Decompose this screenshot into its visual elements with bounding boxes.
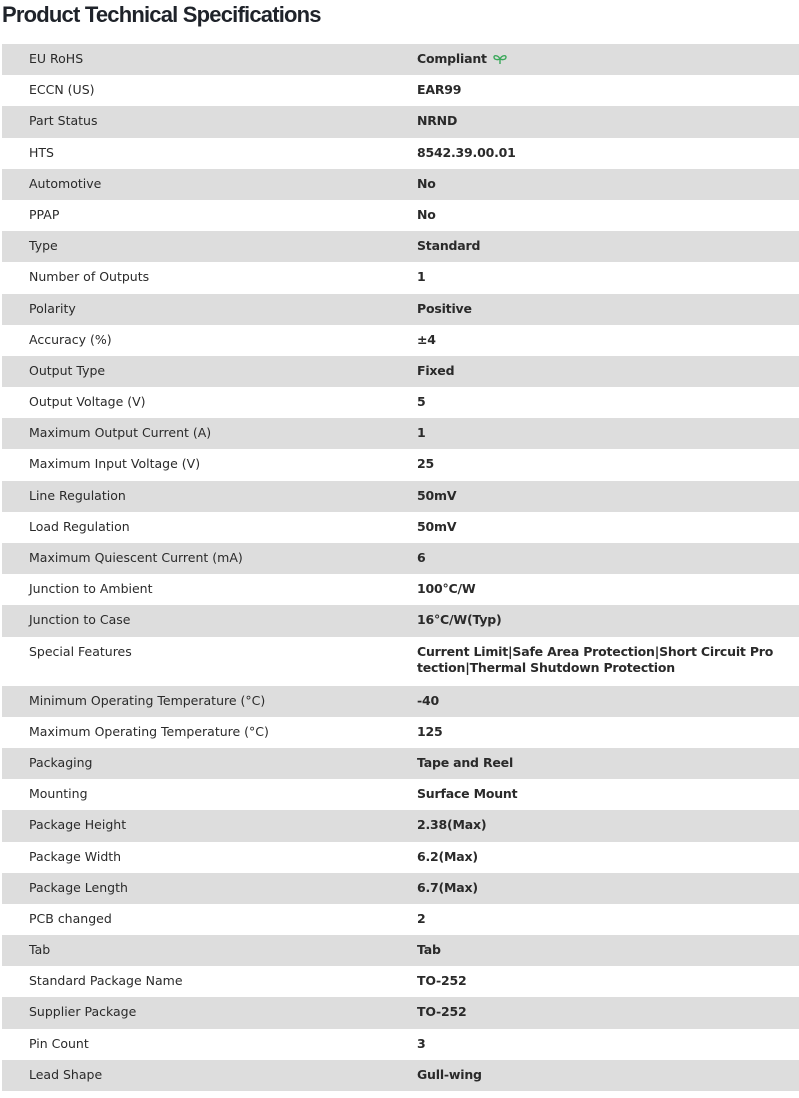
spec-label: HTS: [29, 144, 54, 160]
spec-row: [2, 779, 799, 810]
spec-label: Line Regulation: [29, 487, 126, 503]
spec-row: [2, 935, 799, 966]
spec-row: [2, 512, 799, 543]
spec-value: [417, 325, 799, 348]
spec-value: [417, 1060, 799, 1083]
spec-value-text: No: [417, 206, 436, 222]
spec-value-text: Tab: [417, 942, 441, 958]
spec-value: [417, 873, 799, 896]
spec-value-text: NRND: [417, 113, 458, 129]
spec-label: Packaging: [29, 754, 93, 770]
spec-row: [2, 873, 799, 904]
spec-value-text: 16°C/W(Typ): [417, 612, 502, 628]
spec-value-text: 6: [417, 550, 426, 565]
spec-value: [417, 169, 799, 192]
spec-row: [2, 262, 799, 293]
spec-value-text: 25: [417, 456, 434, 472]
spec-value: [417, 748, 799, 771]
spec-value: [417, 543, 799, 566]
spec-label: Type: [29, 238, 58, 254]
spec-label: Maximum Input Voltage (V): [29, 456, 201, 472]
spec-value: [417, 75, 799, 98]
spec-row: [2, 387, 799, 418]
spec-row: [2, 997, 799, 1028]
spec-value-text: ±4: [417, 331, 436, 347]
leaf-icon: [493, 53, 507, 69]
spec-value: [417, 481, 799, 504]
spec-row: [2, 325, 799, 356]
spec-value: [417, 262, 799, 285]
spec-row: [2, 810, 799, 841]
spec-row: [2, 1029, 799, 1060]
spec-label: Maximum Operating Temperature (°C): [29, 723, 269, 739]
spec-row: [2, 748, 799, 779]
spec-row: [2, 904, 799, 935]
spec-label: EU RoHS: [29, 51, 84, 66]
spec-value: [417, 449, 799, 472]
spec-label: PCB changed: [29, 910, 112, 926]
spec-value-text: 50mV: [417, 487, 457, 503]
spec-value: [417, 605, 799, 628]
spec-label: Package Width: [29, 848, 122, 864]
page-title: Product Technical Specifications: [2, 2, 321, 27]
spec-row: [2, 169, 799, 200]
spec-value-text: Tape and Reel: [417, 754, 514, 770]
spec-value: [417, 997, 799, 1020]
spec-row: [2, 966, 799, 997]
spec-row: [2, 106, 799, 137]
spec-value-text: No: [417, 175, 436, 191]
spec-value-text: 1: [417, 269, 426, 285]
spec-value-text: TO-252: [417, 973, 467, 989]
spec-label: Pin Count: [29, 1035, 89, 1051]
spec-row: [2, 449, 799, 480]
spec-label: Package Height: [29, 817, 127, 833]
spec-value: [417, 138, 799, 161]
spec-label: Supplier Package: [29, 1004, 137, 1020]
spec-label: Special Features: [29, 643, 132, 659]
spec-value-text: 5: [417, 394, 426, 410]
spec-row: [2, 574, 799, 605]
spec-label: Accuracy (%): [29, 331, 112, 347]
spec-value: [417, 574, 799, 597]
spec-label: Package Length: [29, 879, 128, 895]
spec-row: [2, 1060, 799, 1091]
spec-value: [417, 935, 799, 958]
spec-value: [417, 637, 799, 676]
spec-row: [2, 200, 799, 231]
spec-label: Minimum Operating Temperature (°C): [29, 692, 266, 708]
spec-label: Output Voltage (V): [29, 394, 146, 410]
spec-label: Maximum Quiescent Current (mA): [29, 550, 243, 565]
spec-value-text: Fixed: [417, 362, 455, 378]
spec-label: Part Status: [29, 113, 98, 129]
spec-label: Polarity: [29, 300, 76, 316]
spec-value-text: -40: [417, 692, 439, 708]
spec-label: Standard Package Name: [29, 973, 183, 989]
spec-row: [2, 138, 799, 169]
spec-row: [2, 231, 799, 262]
spec-value: [417, 106, 799, 129]
spec-value: [417, 200, 799, 223]
spec-row: [2, 356, 799, 387]
spec-label: Maximum Output Current (A): [29, 425, 212, 441]
spec-label: Junction to Case: [29, 612, 131, 628]
spec-row: [2, 717, 799, 748]
spec-value-text: Standard: [417, 238, 481, 254]
spec-row: [2, 75, 799, 106]
spec-value: [417, 231, 799, 254]
spec-row: [2, 418, 799, 449]
spec-value-text: 1: [417, 425, 426, 441]
spec-value-text: 100°C/W: [417, 581, 476, 597]
spec-value: [417, 966, 799, 989]
spec-value-text: 125: [417, 723, 443, 739]
spec-value-text: 6.7(Max): [417, 879, 478, 895]
spec-row: [2, 637, 799, 686]
spec-label: Lead Shape: [29, 1066, 103, 1082]
spec-value-text: 50mV: [417, 518, 457, 534]
spec-row: [2, 842, 799, 873]
spec-value: [417, 44, 799, 69]
spec-label: Output Type: [29, 362, 106, 378]
spec-value: [417, 512, 799, 535]
spec-value: [417, 356, 799, 379]
spec-table: [2, 44, 799, 1091]
spec-value: [417, 779, 799, 802]
spec-value: [417, 387, 799, 410]
spec-value-text: 2.38(Max): [417, 817, 487, 833]
spec-value-text: 3: [417, 1035, 426, 1051]
spec-label: ECCN (US): [29, 82, 95, 98]
spec-value: [417, 418, 799, 441]
spec-value-text: Current Limit|Safe Area Protection|Short Circuit Protection|Thermal Shutdown Protection: [417, 643, 774, 675]
spec-value-text: 6.2(Max): [417, 848, 478, 864]
spec-label: Load Regulation: [29, 518, 130, 534]
spec-value-text: EAR99: [417, 82, 462, 98]
spec-value-text: TO-252: [417, 1004, 467, 1020]
spec-value: [417, 904, 799, 927]
spec-label: Junction to Ambient: [29, 581, 153, 597]
spec-value: [417, 1029, 799, 1052]
spec-row: [2, 686, 799, 717]
spec-value-text: Positive: [417, 300, 472, 316]
spec-value: [417, 686, 799, 709]
spec-row: [2, 605, 799, 636]
spec-label: PPAP: [29, 206, 60, 222]
spec-value-text: Surface Mount: [417, 786, 518, 802]
spec-label: Mounting: [29, 786, 88, 802]
spec-row: [2, 44, 799, 75]
spec-label: Tab: [29, 942, 51, 958]
spec-value: [417, 717, 799, 740]
spec-label: Number of Outputs: [29, 269, 150, 285]
spec-value-text: 8542.39.00.01: [417, 144, 516, 160]
spec-row: [2, 481, 799, 512]
spec-value-text: Compliant: [417, 51, 487, 66]
spec-value: [417, 810, 799, 833]
spec-value-text: Gull-wing: [417, 1066, 482, 1082]
spec-value: [417, 294, 799, 317]
spec-row: [2, 543, 799, 574]
spec-row: [2, 294, 799, 325]
spec-label: Automotive: [29, 175, 102, 191]
spec-value: [417, 842, 799, 865]
spec-value-text: 2: [417, 910, 426, 926]
